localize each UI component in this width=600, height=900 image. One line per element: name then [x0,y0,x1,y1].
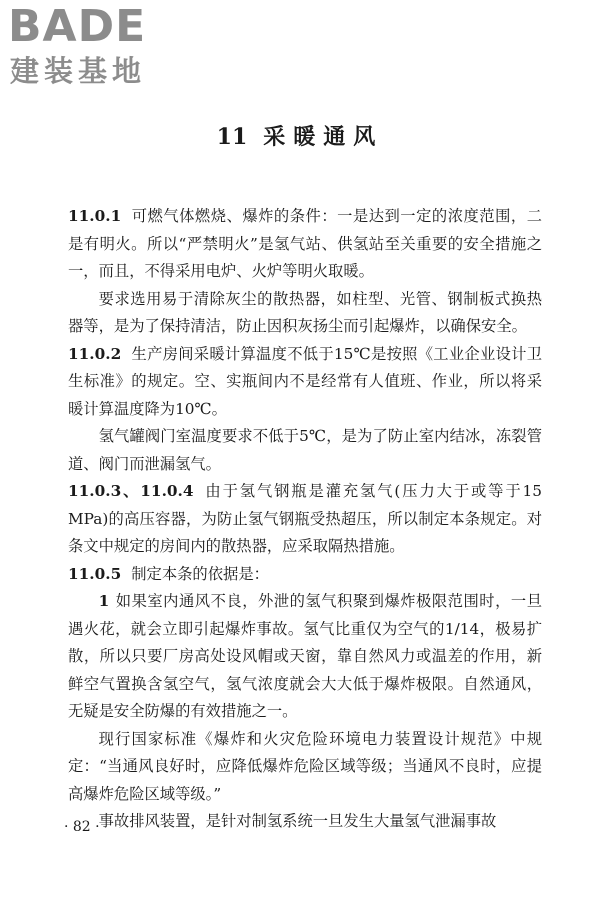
paragraph-text: 可燃气体燃烧、爆炸的条件：一是达到一定的浓度范围，二是有明火。所以“严禁明火”是氢气站、供氢站至关重要的安全措施之一，而且，不得采用电炉、火炉等明火取暖。 [68,207,542,280]
paragraph-text: 制定本条的依据是： [131,564,269,583]
paragraph-text: 现行国家标准《爆炸和火灾危险环境电力装置设计规范》中规定：“当通风良好时，应降低爆炸危险区域等级；当通风不良时，应提高爆炸危险区域等级。” [68,729,542,803]
clause-number: 11.0.5 [68,564,122,583]
clause-paragraph [68,203,542,286]
chapter-name: 采暖通风 [263,124,384,150]
list-item [68,588,542,726]
paragraph [68,808,542,836]
logo-wordmark: BADE [8,1,147,52]
paragraph-text: 如果室内通风不良，外泄的氢气积聚到爆炸极限范围时，一旦遇火花，就会立即引起爆炸事故。氢气比重仅为空气的1/14，极易扩散，所以只要厂房高处设风帽或天窗，靠自然风力或温差的作用，新鲜空气置换含氢空气，氢气浓度就会大大低于爆炸极限。自然通风，无疑是安全防爆的有效措施之一。 [68,592,542,720]
clause-paragraph [68,561,542,589]
chapter-number: 11 [216,124,248,150]
logo-chinese-name: 建装基地 [10,54,147,88]
clause-paragraph [68,478,542,561]
paragraph [68,726,542,809]
paragraph-text: 要求选用易于清除灰尘的散热器，如柱型、光管、钢制板式换热器等，是为了保持清洁，防止因积灰扬尘而引起爆炸，以确保安全。 [68,289,542,335]
chapter-title [0,122,600,152]
clause-number: 11.0.3、11.0.4 [68,482,194,500]
body-text [68,203,542,836]
logo [8,1,178,90]
paragraph-text: 生产房间采暖计算温度不低于15℃是按照《工业企业设计卫生标准》的规定。空、实瓶间内不是经常有人值班、作业，所以将采暖计算温度降为10℃。 [68,344,542,418]
item-number: 1 [98,592,110,610]
clause-number: 11.0.2 [68,344,122,363]
clause-number: 11.0.1 [68,207,122,225]
paragraph-text: 氢气罐阀门室温度要求不低于5℃，是为了防止室内结冰，冻裂管道、阀门而泄漏氢气。 [68,427,542,473]
page-number: · 82 · [64,819,100,835]
paragraph-text: 由于氢气钢瓶是灌充氢气(压力大于或等于15 MPa)的高压容器，为防止氢气钢瓶受热超压，所以制定本条规定。对条文中规定的房间内的散热器，应采取隔热措施。 [68,482,543,555]
paragraph [68,423,542,478]
paragraph-text: 事故排风装置，是针对制氢系统一旦发生大量氢气泄漏事故 [98,812,497,830]
clause-paragraph [68,341,542,424]
paragraph [68,286,542,341]
